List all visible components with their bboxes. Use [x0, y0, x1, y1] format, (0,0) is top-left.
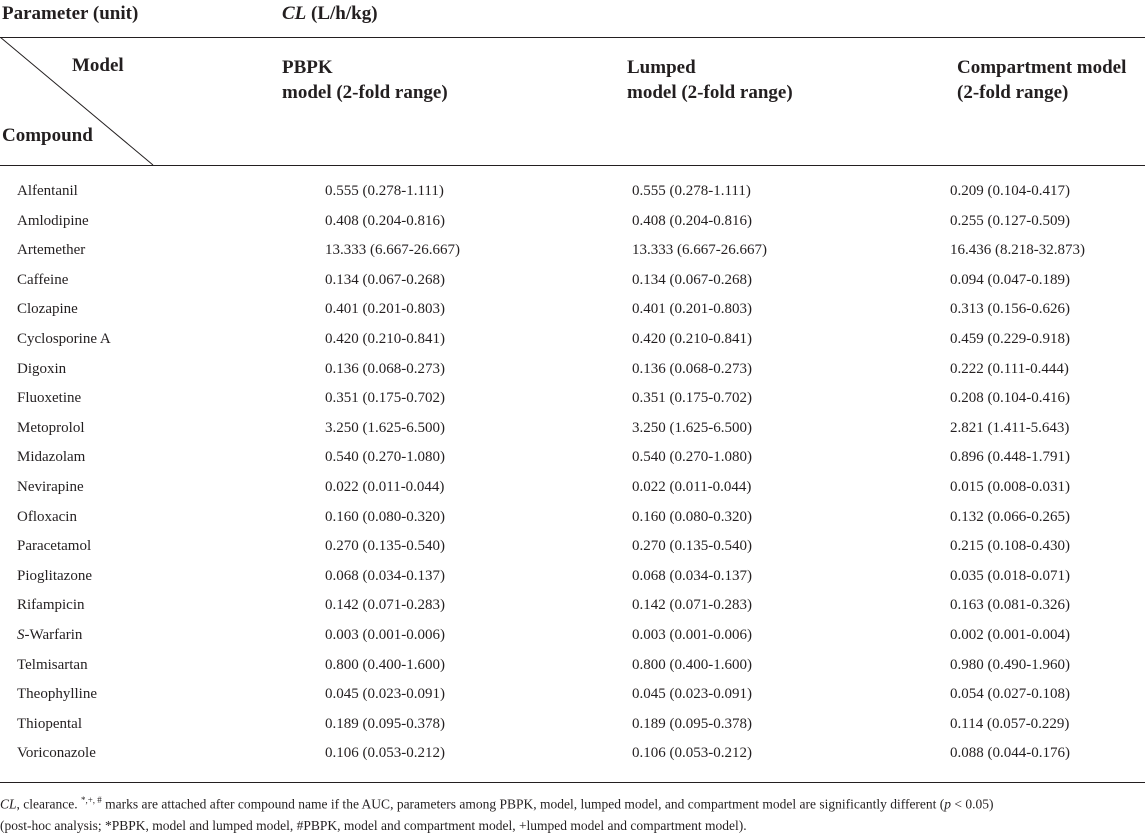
- compartment-value-cell: 0.209 (0.104-0.417): [950, 183, 1070, 199]
- table-row: [0, 563, 1145, 593]
- compartment-value-cell: 0.132 (0.066-0.265): [950, 508, 1070, 525]
- lumped-value-cell: 0.134 (0.067-0.268): [632, 271, 752, 288]
- compound-cell: Fluoxetine: [17, 390, 82, 407]
- lumped-value-cell: 0.351 (0.175-0.702): [632, 390, 752, 407]
- compartment-value-cell: 0.094 (0.047-0.189): [950, 271, 1070, 288]
- pbpk-value-cell: 3.250 (1.625-6.500): [325, 419, 445, 436]
- lumped-value-cell: 0.401 (0.201-0.803): [632, 301, 752, 318]
- compartment-value-cell: 0.313 (0.156-0.626): [950, 301, 1070, 318]
- compound-cell: Paracetamol: [17, 538, 92, 555]
- cl-symbol: CL: [282, 3, 307, 24]
- pbpk-value-cell: 0.270 (0.135-0.540): [325, 538, 445, 555]
- pbpk-value-cell: 13.333 (6.667-26.667): [325, 242, 460, 259]
- table-row: [0, 237, 1145, 267]
- table-row: [0, 444, 1145, 474]
- pbpk-value-cell: 0.003 (0.001-0.006): [325, 626, 445, 643]
- compartment-value-cell: 0.015 (0.008-0.031): [950, 478, 1070, 495]
- compound-cell: Nevirapine: [17, 478, 84, 495]
- lumped-value-cell: 0.555 (0.278-1.111): [632, 183, 751, 199]
- pbpk-value-cell: 0.022 (0.011-0.044): [325, 478, 445, 495]
- lumped-value-cell: 3.250 (1.625-6.500): [632, 419, 752, 436]
- pbpk-value-cell: 0.408 (0.204-0.816): [325, 212, 445, 229]
- table-row: [0, 622, 1145, 652]
- table-row: [0, 267, 1145, 297]
- compartment-value-cell: 0.222 (0.111-0.444): [950, 360, 1069, 377]
- parameter-unit-header: Parameter (unit): [2, 3, 139, 24]
- table-row: [0, 740, 1145, 770]
- compound-cell: Clozapine: [17, 301, 78, 318]
- column-header-lumped: Lumped model (2-fold range): [627, 57, 793, 103]
- compound-cell: Midazolam: [17, 449, 86, 466]
- lumped-value-cell: 0.106 (0.053-0.212): [632, 745, 752, 762]
- compound-cell: Caffeine: [17, 271, 69, 288]
- compound-cell: Voriconazole: [17, 745, 96, 762]
- lumped-value-cell: 0.003 (0.001-0.006): [632, 626, 752, 643]
- lumped-value-cell: 0.160 (0.080-0.320): [632, 508, 752, 525]
- column-header-compartment: Compartment model (2-fold range): [957, 57, 1127, 103]
- lumped-value-cell: 0.142 (0.071-0.283): [632, 597, 752, 614]
- compound-cell: Amlodipine: [17, 212, 89, 229]
- table-row: [0, 474, 1145, 504]
- compound-cell: S-Warfarin: [17, 626, 83, 643]
- compartment-value-cell: 0.163 (0.081-0.326): [950, 597, 1070, 614]
- pbpk-value-cell: 0.540 (0.270-1.080): [325, 449, 445, 466]
- compound-column-label: Compound: [2, 125, 93, 146]
- table-row: [0, 533, 1145, 563]
- pbpk-value-cell: 0.142 (0.071-0.283): [325, 597, 445, 614]
- footnote-line-1: CL, clearance. *,+, # marks are attached after compound name if the AUC, parameters among PBPK, model, lumped model, and compartment model are significantly different (p < 0.05): [0, 795, 994, 812]
- column-header-pbpk: PBPK model (2-fold range): [282, 57, 448, 103]
- table-row: [0, 296, 1145, 326]
- lumped-value-cell: 0.270 (0.135-0.540): [632, 538, 752, 555]
- footnote-line-2: (post-hoc analysis; *PBPK, model and lumped model, #PBPK, model and compartment model, +lumped model and compartment model).: [0, 817, 747, 833]
- pbpk-value-cell: 0.106 (0.053-0.212): [325, 745, 445, 762]
- lumped-value-cell: 0.045 (0.023-0.091): [632, 686, 752, 703]
- compartment-value-cell: 0.896 (0.448-1.791): [950, 449, 1070, 466]
- footnote-abbr: CL: [0, 796, 17, 812]
- compartment-value-cell: 16.436 (8.218-32.873): [950, 242, 1085, 259]
- compartment-value-cell: 0.980 (0.490-1.960): [950, 656, 1070, 673]
- compartment-value-cell: 0.255 (0.127-0.509): [950, 212, 1070, 229]
- table-row: [0, 592, 1145, 622]
- lumped-value-cell: 0.408 (0.204-0.816): [632, 212, 752, 229]
- compound-cell: Pioglitazone: [17, 567, 92, 584]
- table-row: [0, 385, 1145, 415]
- pbpk-value-cell: 0.136 (0.068-0.273): [325, 360, 445, 377]
- table-row: [0, 711, 1145, 741]
- header-rule: [0, 165, 1145, 166]
- table-row: [0, 326, 1145, 356]
- model-row-label: Model: [72, 55, 124, 76]
- pbpk-value-cell: 0.555 (0.278-1.111): [325, 183, 444, 199]
- pbpk-value-cell: 0.068 (0.034-0.137): [325, 567, 445, 584]
- lumped-value-cell: 0.800 (0.400-1.600): [632, 656, 752, 673]
- compound-cell: Theophylline: [17, 686, 97, 703]
- bottom-rule: [0, 782, 1145, 783]
- lumped-value-cell: 0.068 (0.034-0.137): [632, 567, 752, 584]
- compound-cell: Alfentanil: [17, 183, 78, 199]
- table-row: [0, 681, 1145, 711]
- cl-unit-header: [282, 3, 378, 25]
- compound-cell: Artemether: [17, 242, 86, 259]
- table-row: [0, 178, 1145, 208]
- table-row: [0, 356, 1145, 386]
- compartment-value-cell: 0.208 (0.104-0.416): [950, 390, 1070, 407]
- cl-unit: (L/h/kg): [306, 3, 378, 24]
- compartment-value-cell: 0.459 (0.229-0.918): [950, 330, 1070, 347]
- pbpk-value-cell: 0.401 (0.201-0.803): [325, 301, 445, 318]
- footnote: [0, 790, 1145, 836]
- compartment-value-cell: 0.002 (0.001-0.004): [950, 626, 1070, 643]
- table-row: [0, 208, 1145, 238]
- lumped-value-cell: 0.136 (0.068-0.273): [632, 360, 752, 377]
- pbpk-value-cell: 0.134 (0.067-0.268): [325, 271, 445, 288]
- lumped-value-cell: 0.189 (0.095-0.378): [632, 715, 752, 732]
- compound-cell: Metoprolol: [17, 419, 85, 436]
- top-rule: [0, 37, 1145, 38]
- compartment-value-cell: 0.054 (0.027-0.108): [950, 686, 1070, 703]
- lumped-value-cell: 13.333 (6.667-26.667): [632, 242, 767, 259]
- compartment-value-cell: 0.215 (0.108-0.430): [950, 538, 1070, 555]
- compartment-value-cell: 0.114 (0.057-0.229): [950, 715, 1070, 732]
- compartment-value-cell: 2.821 (1.411-5.643): [950, 419, 1070, 436]
- pbpk-value-cell: 0.351 (0.175-0.702): [325, 390, 445, 407]
- pbpk-value-cell: 0.045 (0.023-0.091): [325, 686, 445, 703]
- compound-cell: Ofloxacin: [17, 508, 77, 525]
- lumped-value-cell: 0.540 (0.270-1.080): [632, 449, 752, 466]
- table-row: [0, 652, 1145, 682]
- compound-cell: Cyclosporine A: [17, 330, 111, 347]
- lumped-value-cell: 0.420 (0.210-0.841): [632, 330, 752, 347]
- compound-cell: Rifampicin: [17, 597, 85, 614]
- compound-cell: Digoxin: [17, 360, 67, 377]
- table-row: [0, 504, 1145, 534]
- lumped-value-cell: 0.022 (0.011-0.044): [632, 478, 752, 495]
- table-body: [0, 178, 1145, 770]
- footnote-marks: *,+, #: [80, 795, 102, 805]
- table-row: [0, 415, 1145, 445]
- pbpk-value-cell: 0.160 (0.080-0.320): [325, 508, 445, 525]
- pbpk-value-cell: 0.189 (0.095-0.378): [325, 715, 445, 732]
- compound-cell: Telmisartan: [17, 656, 88, 673]
- compartment-value-cell: 0.035 (0.018-0.071): [950, 567, 1070, 584]
- pbpk-value-cell: 0.420 (0.210-0.841): [325, 330, 445, 347]
- compound-cell: Thiopental: [17, 715, 82, 732]
- compartment-value-cell: 0.088 (0.044-0.176): [950, 745, 1070, 762]
- pbpk-value-cell: 0.800 (0.400-1.600): [325, 656, 445, 673]
